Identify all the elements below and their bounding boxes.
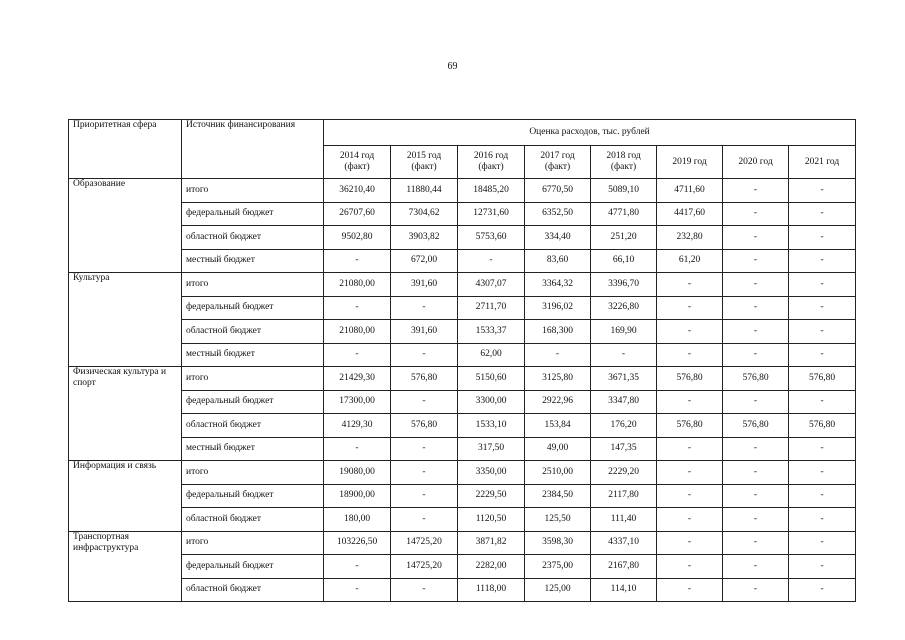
value-cell: -	[324, 296, 391, 320]
value-cell: 114,10	[591, 578, 657, 602]
value-cell: -	[723, 508, 789, 532]
value-cell: -	[391, 508, 458, 532]
value-cell: 18900,00	[324, 484, 391, 508]
value-cell: -	[789, 437, 856, 461]
value-cell: -	[391, 461, 458, 485]
value-cell: 2229,20	[591, 461, 657, 485]
value-cell: -	[789, 343, 856, 367]
value-cell: 5753,60	[458, 226, 525, 250]
value-cell: 169,90	[591, 320, 657, 344]
value-cell: 251,20	[591, 226, 657, 250]
value-cell: -	[723, 484, 789, 508]
value-cell: 4129,30	[324, 414, 391, 438]
value-cell: 176,20	[591, 414, 657, 438]
value-cell: 83,60	[525, 249, 591, 273]
value-cell: 111,40	[591, 508, 657, 532]
value-cell: 232,80	[657, 226, 723, 250]
table-row	[69, 367, 856, 391]
year-header	[324, 146, 391, 179]
value-cell: 672,00	[391, 249, 458, 273]
value-cell: -	[789, 202, 856, 226]
value-cell: -	[657, 296, 723, 320]
table-row	[69, 226, 856, 250]
value-cell: -	[723, 390, 789, 414]
table-row	[69, 343, 856, 367]
table-row	[69, 296, 856, 320]
value-cell: 21080,00	[324, 273, 391, 297]
source-cell: итого	[182, 273, 324, 297]
value-cell: -	[525, 343, 591, 367]
year-label: 2014 год	[339, 151, 375, 161]
value-cell: 4711,60	[657, 179, 723, 203]
page-number: 69	[447, 61, 458, 72]
value-cell: 3396,70	[591, 273, 657, 297]
value-cell: 334,40	[525, 226, 591, 250]
table-row	[69, 578, 856, 602]
value-cell: 3598,30	[525, 531, 591, 555]
value-cell: 125,00	[525, 578, 591, 602]
value-cell: -	[657, 437, 723, 461]
value-cell: -	[723, 437, 789, 461]
value-cell: -	[324, 578, 391, 602]
year-note: (факт)	[411, 162, 437, 172]
value-cell: -	[789, 390, 856, 414]
value-cell: 576,80	[657, 414, 723, 438]
value-cell: 576,80	[723, 367, 789, 391]
value-cell: 1533,10	[458, 414, 525, 438]
value-cell: 168,300	[525, 320, 591, 344]
source-cell: федеральный бюджет	[182, 484, 324, 508]
table-row	[69, 508, 856, 532]
table-row	[69, 555, 856, 579]
value-cell: -	[391, 437, 458, 461]
value-cell: 5089,10	[591, 179, 657, 203]
value-cell: -	[324, 437, 391, 461]
value-cell: 61,20	[657, 249, 723, 273]
value-cell: -	[657, 461, 723, 485]
value-cell: 1120,50	[458, 508, 525, 532]
source-cell: областной бюджет	[182, 508, 324, 532]
year-header	[789, 146, 856, 179]
value-cell: 3300,00	[458, 390, 525, 414]
value-cell: -	[789, 320, 856, 344]
value-cell: 3226,80	[591, 296, 657, 320]
value-cell: 62,00	[458, 343, 525, 367]
value-cell: -	[458, 249, 525, 273]
year-label: 2021 год	[804, 156, 840, 167]
value-cell: -	[789, 484, 856, 508]
value-cell: -	[723, 226, 789, 250]
value-cell: -	[657, 578, 723, 602]
source-cell: итого	[182, 179, 324, 203]
value-cell: -	[789, 461, 856, 485]
value-cell: -	[723, 555, 789, 579]
source-cell: федеральный бюджет	[182, 296, 324, 320]
value-cell: 103226,50	[324, 531, 391, 555]
year-label: 2015 год	[406, 151, 442, 161]
value-cell: 2375,00	[525, 555, 591, 579]
value-cell: -	[723, 296, 789, 320]
year-label: 2020 год	[738, 156, 773, 167]
value-cell: 2384,50	[525, 484, 591, 508]
value-cell: 576,80	[391, 414, 458, 438]
year-label: 2019 год	[672, 156, 707, 167]
value-cell: -	[324, 555, 391, 579]
source-cell: областной бюджет	[182, 320, 324, 344]
value-cell: -	[789, 508, 856, 532]
value-cell: -	[657, 343, 723, 367]
value-cell: 14725,20	[391, 555, 458, 579]
value-cell: -	[789, 273, 856, 297]
value-cell: -	[391, 343, 458, 367]
value-cell: -	[324, 343, 391, 367]
source-cell: местный бюджет	[182, 437, 324, 461]
value-cell: 1533,37	[458, 320, 525, 344]
year-header	[391, 146, 458, 179]
value-cell: 12731,60	[458, 202, 525, 226]
value-cell: 125,50	[525, 508, 591, 532]
value-cell: 3671,35	[591, 367, 657, 391]
table-row	[69, 414, 856, 438]
source-cell: местный бюджет	[182, 249, 324, 273]
year-note: (факт)	[344, 162, 370, 172]
value-cell: 576,80	[657, 367, 723, 391]
value-cell: -	[723, 320, 789, 344]
source-cell: федеральный бюджет	[182, 202, 324, 226]
source-cell: областной бюджет	[182, 226, 324, 250]
value-cell: 2510,00	[525, 461, 591, 485]
value-cell: 4307,07	[458, 273, 525, 297]
year-label: 2018 год	[606, 151, 641, 161]
value-cell: 147,35	[591, 437, 657, 461]
year-header	[657, 146, 723, 179]
value-cell: 49,00	[525, 437, 591, 461]
value-cell: 21429,30	[324, 367, 391, 391]
table-row	[69, 461, 856, 485]
value-cell: -	[723, 531, 789, 555]
sphere-cell: Физическая культура и спорт	[69, 367, 182, 461]
value-cell: -	[657, 484, 723, 508]
value-cell: 14725,20	[391, 531, 458, 555]
value-cell: 9502,80	[324, 226, 391, 250]
value-cell: 2229,50	[458, 484, 525, 508]
value-cell: 17300,00	[324, 390, 391, 414]
value-cell: 6770,50	[525, 179, 591, 203]
header-source: Источник финансирования	[182, 120, 324, 179]
table-row	[69, 390, 856, 414]
value-cell: 576,80	[789, 367, 856, 391]
value-cell: 6352,50	[525, 202, 591, 226]
sphere-cell: Информация и связь	[69, 461, 182, 532]
value-cell: -	[391, 484, 458, 508]
value-cell: -	[391, 296, 458, 320]
header-sphere: Приоритетная сфера	[69, 120, 182, 179]
table-row	[69, 320, 856, 344]
year-note: (факт)	[478, 162, 504, 172]
value-cell: 153,84	[525, 414, 591, 438]
value-cell: 21080,00	[324, 320, 391, 344]
value-cell: 180,00	[324, 508, 391, 532]
value-cell: 19080,00	[324, 461, 391, 485]
table-row	[69, 249, 856, 273]
year-label: 2017 год	[540, 151, 575, 161]
value-cell: 2167,80	[591, 555, 657, 579]
value-cell: -	[789, 555, 856, 579]
value-cell: 3903,82	[391, 226, 458, 250]
value-cell: 2282,00	[458, 555, 525, 579]
value-cell: 4417,60	[657, 202, 723, 226]
year-header	[525, 146, 591, 179]
value-cell: -	[723, 249, 789, 273]
value-cell: -	[723, 179, 789, 203]
source-cell: федеральный бюджет	[182, 555, 324, 579]
table-row	[69, 202, 856, 226]
sphere-cell: Образование	[69, 179, 182, 273]
value-cell: 2711,70	[458, 296, 525, 320]
value-cell: -	[657, 555, 723, 579]
value-cell: 26707,60	[324, 202, 391, 226]
source-cell: местный бюджет	[182, 343, 324, 367]
value-cell: 66,10	[591, 249, 657, 273]
table-row	[69, 179, 856, 203]
budget-table	[68, 119, 856, 602]
table-row	[69, 531, 856, 555]
value-cell: -	[789, 249, 856, 273]
year-header	[458, 146, 525, 179]
value-cell: 18485,20	[458, 179, 525, 203]
value-cell: -	[324, 249, 391, 273]
value-cell: 576,80	[789, 414, 856, 438]
value-cell: 317,50	[458, 437, 525, 461]
value-cell: 3350,00	[458, 461, 525, 485]
value-cell: -	[657, 508, 723, 532]
year-header	[723, 146, 789, 179]
value-cell: 2117,80	[591, 484, 657, 508]
value-cell: -	[723, 273, 789, 297]
table-row	[69, 437, 856, 461]
value-cell: 7304,62	[391, 202, 458, 226]
value-cell: -	[789, 578, 856, 602]
value-cell: 576,80	[723, 414, 789, 438]
source-cell: федеральный бюджет	[182, 390, 324, 414]
value-cell: -	[789, 531, 856, 555]
sphere-cell: Культура	[69, 273, 182, 367]
year-note: (факт)	[544, 162, 571, 172]
value-cell: 3196,02	[525, 296, 591, 320]
table-header	[69, 120, 856, 179]
value-cell: 391,60	[391, 320, 458, 344]
value-cell: 3125,80	[525, 367, 591, 391]
value-cell: 3364,32	[525, 273, 591, 297]
value-cell: 576,80	[391, 367, 458, 391]
value-cell: -	[391, 390, 458, 414]
value-cell: -	[723, 578, 789, 602]
year-note: (факт)	[610, 162, 637, 172]
value-cell: 4771,80	[591, 202, 657, 226]
value-cell: -	[723, 202, 789, 226]
value-cell: -	[723, 461, 789, 485]
sphere-cell: Транспортная инфраструктура	[69, 531, 182, 602]
value-cell: 5150,60	[458, 367, 525, 391]
value-cell: -	[591, 343, 657, 367]
source-cell: областной бюджет	[182, 578, 324, 602]
table-row	[69, 273, 856, 297]
value-cell: -	[657, 531, 723, 555]
value-cell: -	[391, 578, 458, 602]
value-cell: 36210,40	[324, 179, 391, 203]
source-cell: итого	[182, 461, 324, 485]
value-cell: 3347,80	[591, 390, 657, 414]
year-header	[591, 146, 657, 179]
value-cell: -	[789, 226, 856, 250]
value-cell: -	[723, 343, 789, 367]
value-cell: -	[657, 390, 723, 414]
value-cell: 11880,44	[391, 179, 458, 203]
table-row	[69, 484, 856, 508]
value-cell: -	[789, 179, 856, 203]
value-cell: 391,60	[391, 273, 458, 297]
value-cell: -	[657, 320, 723, 344]
header-estimate: Оценка расходов, тыс. рублей	[324, 120, 856, 146]
value-cell: 3871,82	[458, 531, 525, 555]
value-cell: 4337,10	[591, 531, 657, 555]
table-body	[69, 179, 856, 602]
source-cell: итого	[182, 531, 324, 555]
source-cell: итого	[182, 367, 324, 391]
value-cell: 1118,00	[458, 578, 525, 602]
value-cell: -	[789, 296, 856, 320]
value-cell: 2922,96	[525, 390, 591, 414]
year-label: 2016 год	[473, 151, 509, 161]
value-cell: -	[657, 273, 723, 297]
source-cell: областной бюджет	[182, 414, 324, 438]
